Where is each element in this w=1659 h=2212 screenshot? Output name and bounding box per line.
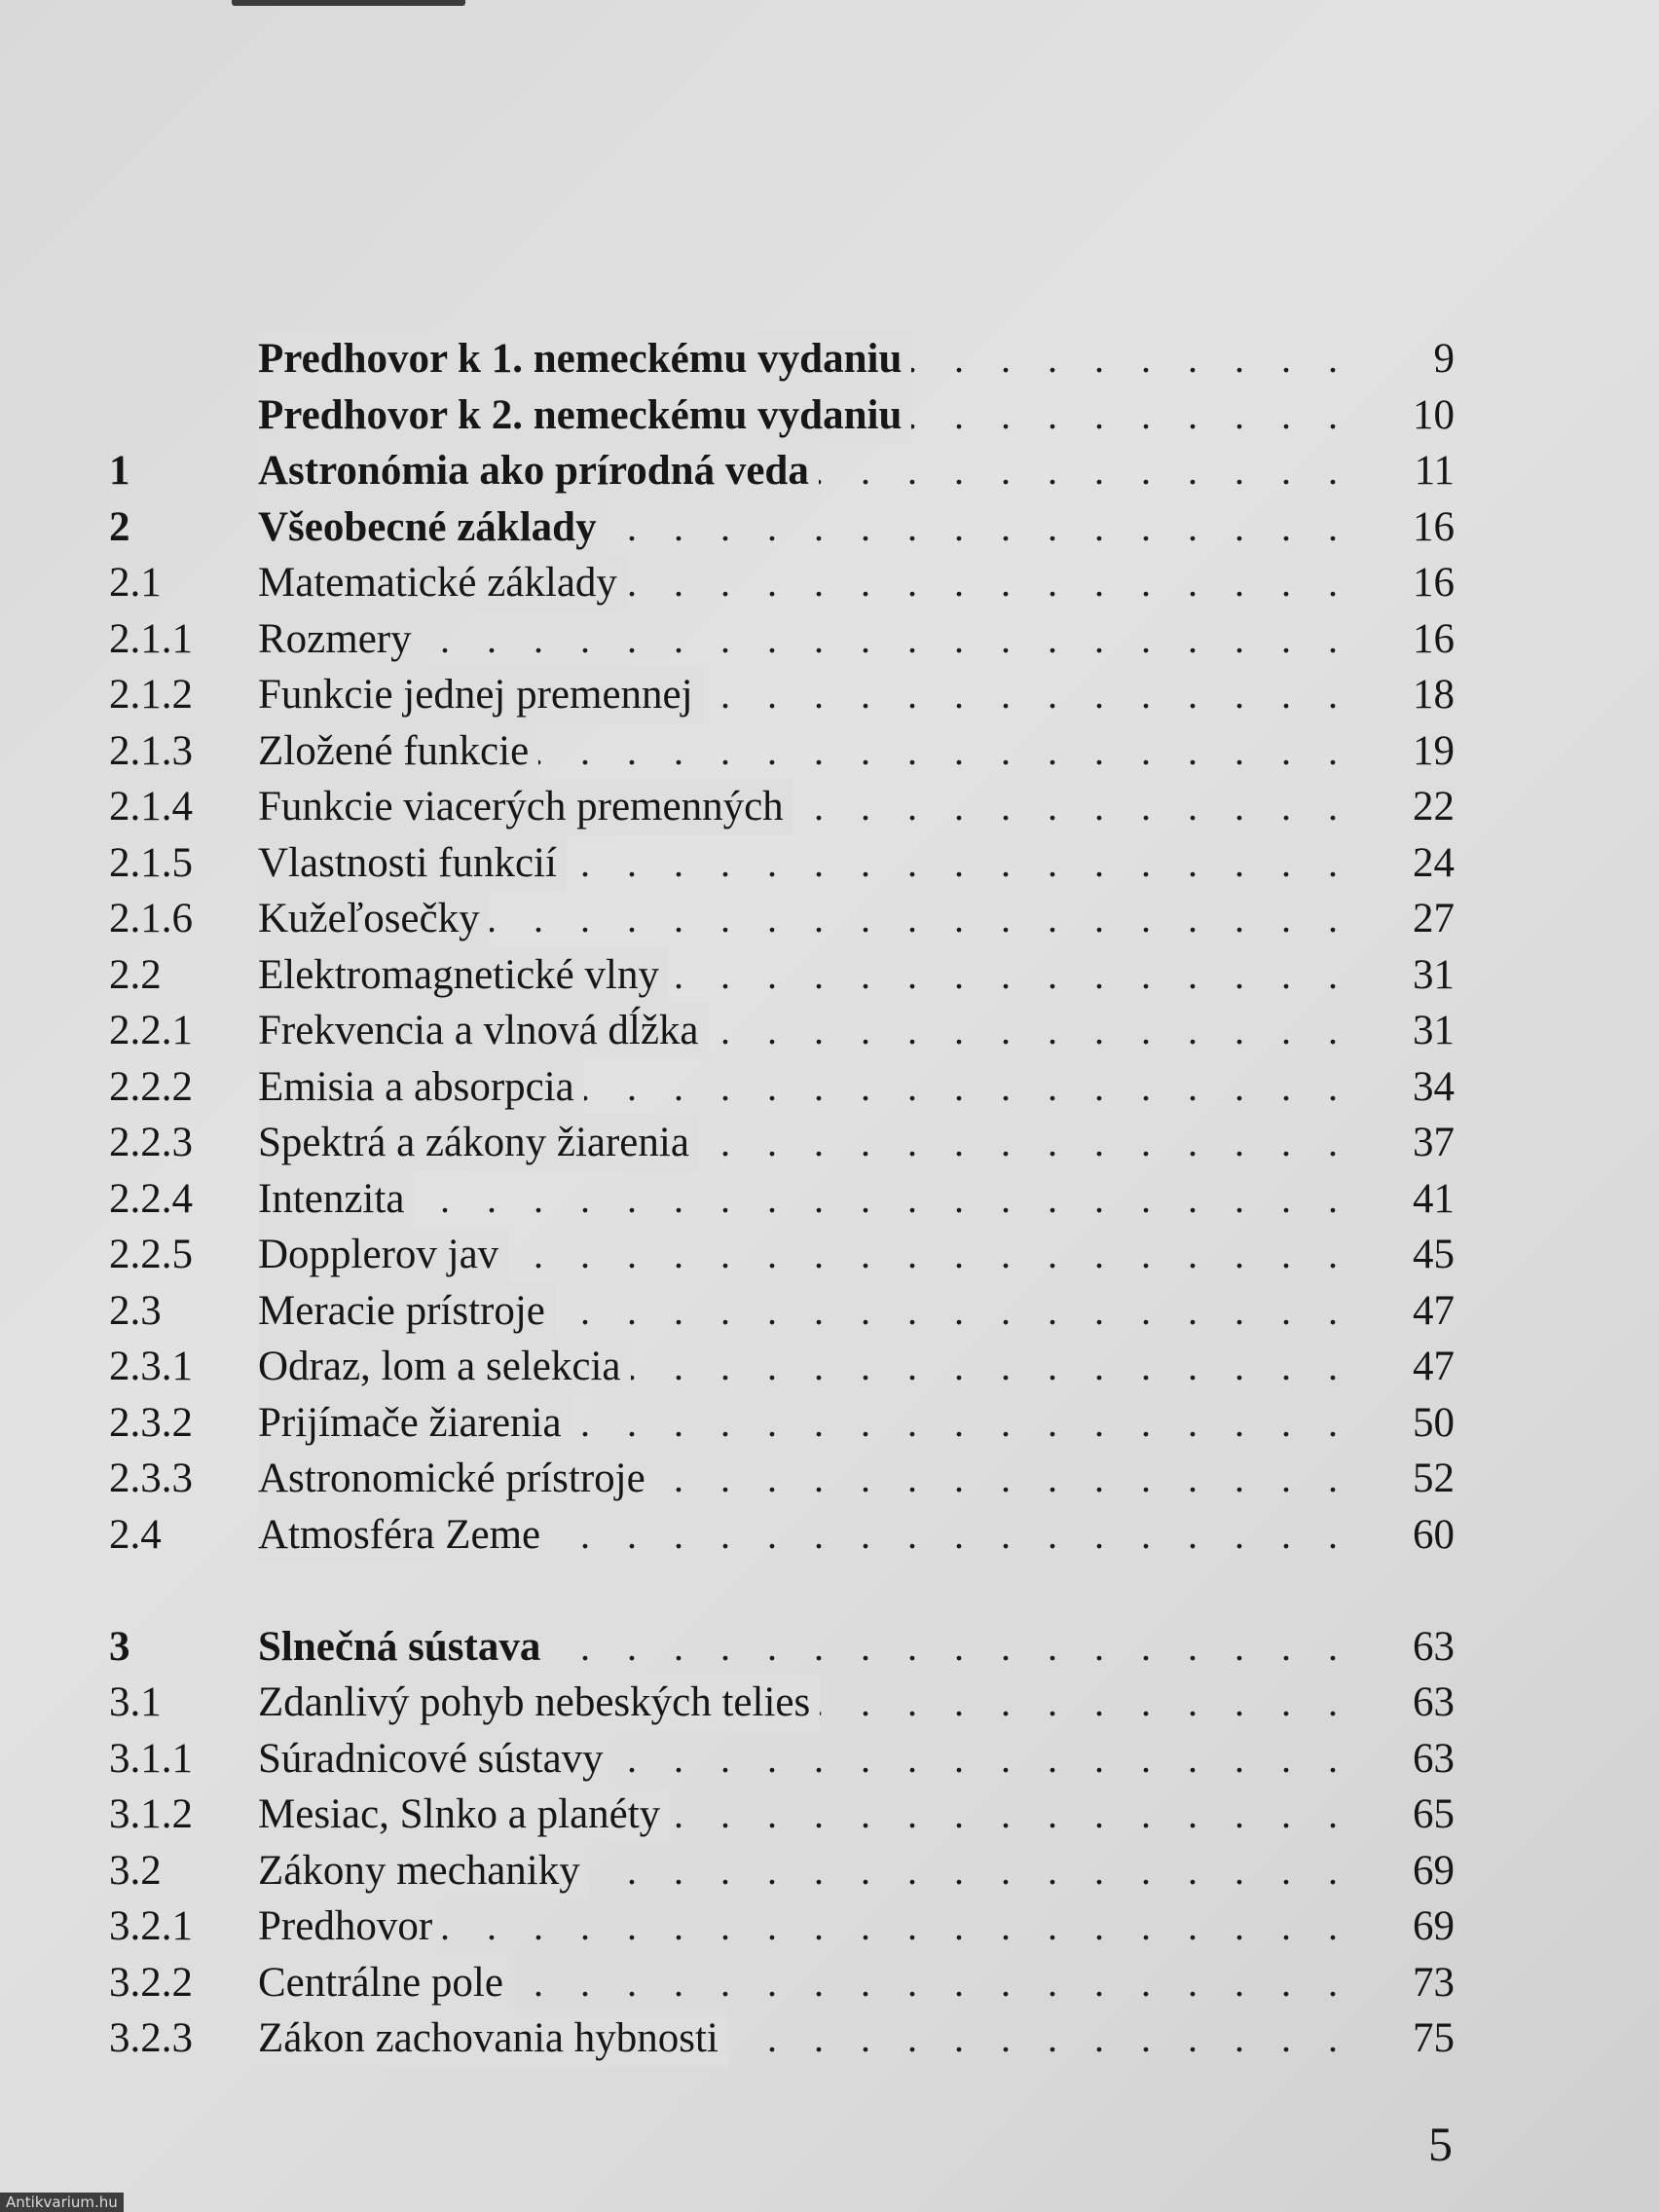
section-number: 3.2.2 <box>109 1959 193 2006</box>
section-number: 3.1 <box>109 1679 162 1725</box>
section-page: 65 <box>1413 1791 1455 1837</box>
section-number: 2.2.3 <box>109 1120 193 1165</box>
section-page: 69 <box>1413 1903 1455 1949</box>
section-title: Súradnicové sústavy <box>258 1731 613 1788</box>
toc-entry <box>0 387 1659 444</box>
section-page: 22 <box>1413 784 1455 830</box>
section-number: 2.1.6 <box>109 896 193 941</box>
toc-entry <box>0 835 1659 892</box>
section-number: 2.1.2 <box>109 672 193 718</box>
section-page: 47 <box>1413 1344 1455 1389</box>
section-page: 16 <box>1413 560 1455 606</box>
cropped-heading-remnant <box>232 0 465 6</box>
toc-entry <box>0 1955 1659 2011</box>
section-title: Vlastnosti funkcií <box>258 835 567 892</box>
section-page: 16 <box>1413 615 1455 662</box>
section-number: 3 <box>109 1623 130 1670</box>
toc-entry <box>0 891 1659 947</box>
section-title: Predhovor k 2. nemeckému vydaniu <box>258 387 911 444</box>
section-number: 2.3.3 <box>109 1456 193 1501</box>
section-title: Matematické základy <box>258 555 627 611</box>
section-number: 2.1.5 <box>109 839 193 886</box>
section-number: 2.3.1 <box>109 1344 193 1389</box>
toc-entry <box>0 499 1659 556</box>
section-title: Slnečná sústava <box>258 1619 550 1676</box>
toc-entry <box>0 1171 1659 1228</box>
section-title: Kužeľosečky <box>258 891 490 947</box>
toc-entry <box>0 443 1659 499</box>
section-page: 10 <box>1413 391 1455 438</box>
section-number: 2.1.3 <box>109 727 193 774</box>
toc-entry <box>0 1731 1659 1788</box>
section-number: 2.2.1 <box>109 1008 193 1053</box>
section-title: Emisia a absorpcia <box>258 1059 584 1116</box>
section-title: Astronomické prístroje <box>258 1451 655 1507</box>
section-number: 2.1.1 <box>109 615 193 662</box>
section-title: Frekvencia a vlnová dĺžka <box>258 1003 709 1059</box>
section-page: 47 <box>1413 1287 1455 1334</box>
section-page: 19 <box>1413 727 1455 774</box>
toc-entry <box>0 1675 1659 1731</box>
toc-entry <box>0 1843 1659 1899</box>
toc-entry <box>0 1227 1659 1283</box>
section-page: 63 <box>1413 1679 1455 1725</box>
section-page: 50 <box>1413 1399 1455 1446</box>
section-number: 2.2.4 <box>109 1175 193 1222</box>
toc-entry <box>0 1507 1659 1564</box>
section-page: 75 <box>1413 2015 1455 2061</box>
toc-entry <box>0 1003 1659 1059</box>
toc-entry <box>0 1059 1659 1116</box>
section-page: 27 <box>1413 896 1455 941</box>
toc-entry <box>0 331 1659 387</box>
section-number: 2.3.2 <box>109 1399 193 1446</box>
section-number: 2.2 <box>109 951 162 998</box>
section-title: Zákony mechaniky <box>258 1843 590 1899</box>
section-page: 11 <box>1414 448 1455 494</box>
section-number: 3.1.2 <box>109 1791 193 1837</box>
section-title: Zložené funkcie <box>258 723 538 780</box>
toc-entry <box>0 1395 1659 1452</box>
section-title: Dopplerov jav <box>258 1227 508 1283</box>
toc-entry <box>0 1619 1659 1676</box>
page-number: 5 <box>1428 2117 1453 2171</box>
section-page: 45 <box>1413 1232 1455 1277</box>
section-page: 60 <box>1413 1511 1455 1558</box>
section-page: 34 <box>1413 1063 1455 1110</box>
section-page: 16 <box>1413 503 1455 550</box>
section-title: Odraz, lom a selekcia <box>258 1339 631 1395</box>
section-number: 1 <box>109 448 130 494</box>
section-number: 3.2.1 <box>109 1903 193 1949</box>
section-title: Funkcie jednej premennej <box>258 667 703 723</box>
section-title: Funkcie viacerých premenných <box>258 779 793 835</box>
toc-entry <box>0 1339 1659 1395</box>
section-number: 3.2 <box>109 1847 162 1894</box>
section-title: Atmosféra Zeme <box>258 1507 550 1564</box>
section-page: 31 <box>1413 951 1455 998</box>
toc-entry <box>0 555 1659 611</box>
section-number: 2.2.5 <box>109 1232 193 1277</box>
section-title: Predhovor <box>258 1899 442 1955</box>
toc-entry <box>0 779 1659 835</box>
section-page: 9 <box>1433 336 1455 382</box>
section-title: Astronómia ako prírodná veda <box>258 443 819 499</box>
toc-entry <box>0 1115 1659 1171</box>
section-title: Spektrá a zákony žiarenia <box>258 1115 699 1171</box>
section-page: 63 <box>1413 1623 1455 1670</box>
section-number: 2.2.2 <box>109 1063 193 1110</box>
section-page: 37 <box>1413 1120 1455 1165</box>
section-title: Rozmery <box>258 611 422 668</box>
toc-entry <box>0 611 1659 668</box>
toc-entry <box>0 1899 1659 1955</box>
section-title: Prijímače žiarenia <box>258 1395 571 1452</box>
toc-entry <box>0 723 1659 780</box>
section-page: 63 <box>1413 1735 1455 1782</box>
section-number: 3.2.3 <box>109 2015 193 2061</box>
section-title: Meracie prístroje <box>258 1283 555 1340</box>
section-title: Intenzita <box>258 1171 414 1228</box>
section-number: 2.1.4 <box>109 784 193 830</box>
table-of-contents <box>0 331 1659 2067</box>
section-page: 69 <box>1413 1847 1455 1894</box>
section-page: 24 <box>1413 839 1455 886</box>
section-page: 52 <box>1413 1456 1455 1501</box>
dot-leader <box>258 1171 1338 1228</box>
toc-entry <box>0 2010 1659 2067</box>
section-page: 31 <box>1413 1008 1455 1053</box>
section-number: 3.1.1 <box>109 1735 193 1782</box>
section-number: 2.4 <box>109 1511 162 1558</box>
section-gap <box>0 1563 1659 1619</box>
toc-entry <box>0 947 1659 1004</box>
toc-entry <box>0 1283 1659 1340</box>
section-number: 2.3 <box>109 1287 162 1334</box>
section-title: Mesiac, Slnko a planéty <box>258 1787 670 1843</box>
section-title: Zdanlivý pohyb nebeských telies <box>258 1675 820 1731</box>
watermark: Antikvarium.hu <box>0 2193 124 2212</box>
section-title: Predhovor k 1. nemeckému vydaniu <box>258 331 911 387</box>
section-page: 41 <box>1413 1175 1455 1222</box>
section-title: Elektromagnetické vlny <box>258 947 669 1004</box>
section-title: Všeobecné základy <box>258 499 607 556</box>
section-page: 18 <box>1413 672 1455 718</box>
section-number: 2 <box>109 503 130 550</box>
section-title: Centrálne pole <box>258 1955 513 2011</box>
toc-entry <box>0 1787 1659 1843</box>
toc-entry <box>0 1451 1659 1507</box>
section-number: 2.1 <box>109 560 162 606</box>
section-page: 73 <box>1413 1959 1455 2006</box>
section-title: Zákon zachovania hybnosti <box>258 2010 728 2067</box>
toc-entry <box>0 667 1659 723</box>
